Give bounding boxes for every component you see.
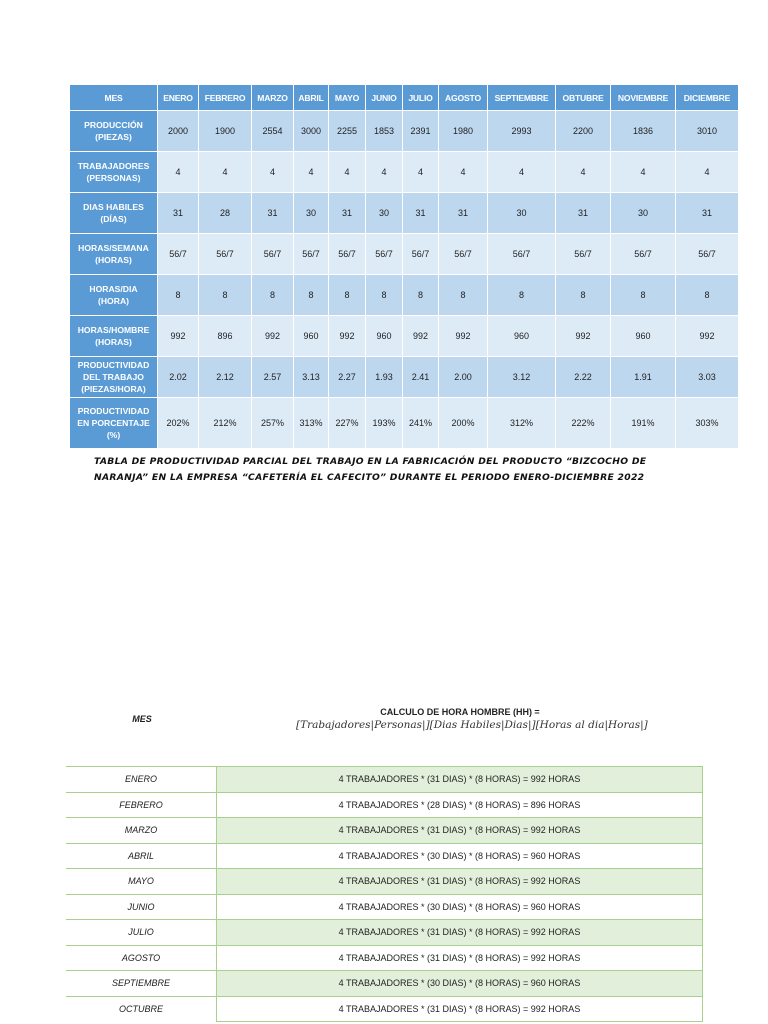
table-cell: 3.13 — [294, 357, 329, 398]
table-row — [70, 234, 739, 275]
row-label-line: HORAS/DIA — [89, 284, 138, 294]
table-cell: 212% — [199, 398, 252, 449]
table-cell: 56/7 — [403, 234, 439, 275]
table-cell: 8 — [294, 275, 329, 316]
row-label-line: (PIEZAS) — [95, 132, 132, 142]
table-cell: 193% — [366, 398, 403, 449]
table-cell: 960 — [366, 316, 403, 357]
row-label — [70, 152, 158, 193]
table-row — [66, 996, 703, 1022]
hh-calculation: 4 TRABAJADORES * (31 DIAS) * (8 HORAS) = 992 HORAS — [217, 869, 703, 895]
table-cell: 56/7 — [439, 234, 488, 275]
table-cell: 4 — [199, 152, 252, 193]
table-cell: 992 — [252, 316, 294, 357]
table-row — [70, 316, 739, 357]
table-cell: 30 — [611, 193, 676, 234]
table-cell: 1.91 — [611, 357, 676, 398]
productivity-table — [69, 84, 739, 449]
header-month: OBTUBRE — [556, 85, 611, 111]
header-month: AGOSTO — [439, 85, 488, 111]
table-cell: 992 — [158, 316, 199, 357]
hh-calculation: 4 TRABAJADORES * (31 DIAS) * (8 HORAS) = 992 HORAS — [217, 767, 703, 793]
table-cell: 896 — [199, 316, 252, 357]
header-month: NOVIEMBRE — [611, 85, 676, 111]
row-label — [70, 193, 158, 234]
row-label — [70, 316, 158, 357]
table-cell: 4 — [439, 152, 488, 193]
header-month: MARZO — [252, 85, 294, 111]
hh-calculation: 4 TRABAJADORES * (31 DIAS) * (8 HORAS) = 992 HORAS — [217, 996, 703, 1022]
hh-month: MAYO — [66, 869, 217, 895]
table-cell: 2255 — [329, 111, 366, 152]
table-cell: 222% — [556, 398, 611, 449]
table-cell: 960 — [611, 316, 676, 357]
row-label — [70, 398, 158, 449]
table-cell: 56/7 — [329, 234, 366, 275]
table-cell: 8 — [252, 275, 294, 316]
table-cell: 312% — [488, 398, 556, 449]
row-label-line: (DÍAS) — [100, 214, 127, 224]
table-cell: 2000 — [158, 111, 199, 152]
hh-calculation: 4 TRABAJADORES * (30 DIAS) * (8 HORAS) = 960 HORAS — [217, 843, 703, 869]
table-cell: 4 — [488, 152, 556, 193]
table-cell: 8 — [488, 275, 556, 316]
table-cell: 4 — [366, 152, 403, 193]
table-row — [70, 398, 739, 449]
table-cell: 4 — [158, 152, 199, 193]
table-row — [70, 357, 739, 398]
row-label-line: DEL TRABAJO — [83, 372, 144, 382]
table-cell: 2.02 — [158, 357, 199, 398]
table-row — [66, 920, 703, 946]
table-cell: 8 — [556, 275, 611, 316]
table-cell: 56/7 — [676, 234, 739, 275]
table-cell: 8 — [439, 275, 488, 316]
header-month: FEBRERO — [199, 85, 252, 111]
table-cell: 2.00 — [439, 357, 488, 398]
table-cell: 2391 — [403, 111, 439, 152]
table-cell: 56/7 — [366, 234, 403, 275]
header-month: JUNIO — [366, 85, 403, 111]
table-cell: 2993 — [488, 111, 556, 152]
table-cell: 1900 — [199, 111, 252, 152]
hh-calculation: 4 TRABAJADORES * (31 DIAS) * (8 HORAS) = 992 HORAS — [217, 945, 703, 971]
hh-title: CALCULO DE HORA HOMBRE (HH) = — [380, 707, 540, 717]
hh-month: OCTUBRE — [66, 996, 217, 1022]
hh-calculation: 4 TRABAJADORES * (28 DIAS) * (8 HORAS) = 896 HORAS — [217, 792, 703, 818]
header-month: ENERO — [158, 85, 199, 111]
table-cell: 31 — [676, 193, 739, 234]
table-row — [66, 971, 703, 997]
header-month: JULIO — [403, 85, 439, 111]
table-cell: 31 — [556, 193, 611, 234]
table-cell: 2.41 — [403, 357, 439, 398]
hh-month: AGOSTO — [66, 945, 217, 971]
row-label-line: HORAS/HOMBRE — [77, 325, 150, 335]
hh-formula: [Trabajadores|Personas|][Dias Habiles|Dias|][Horas al dia|Horas|] — [296, 719, 648, 731]
table-row — [66, 843, 703, 869]
table-cell: 227% — [329, 398, 366, 449]
table-cell: 2554 — [252, 111, 294, 152]
table-cell: 992 — [676, 316, 739, 357]
table-cell: 257% — [252, 398, 294, 449]
table-cell: 56/7 — [556, 234, 611, 275]
table-cell: 303% — [676, 398, 739, 449]
hh-month: JUNIO — [66, 894, 217, 920]
table-cell: 56/7 — [294, 234, 329, 275]
table-cell: 8 — [366, 275, 403, 316]
row-label-line: TRABAJADORES — [77, 161, 150, 171]
row-label-line: (HORAS) — [95, 255, 132, 265]
table-cell: 2.22 — [556, 357, 611, 398]
table-cell: 28 — [199, 193, 252, 234]
table-cell: 191% — [611, 398, 676, 449]
table-cell: 31 — [158, 193, 199, 234]
table-row — [66, 945, 703, 971]
man-hour-table — [66, 766, 703, 1022]
table-cell: 31 — [252, 193, 294, 234]
table-cell: 4 — [294, 152, 329, 193]
table-cell: 30 — [366, 193, 403, 234]
hh-month: ENERO — [66, 767, 217, 793]
table-cell: 2.27 — [329, 357, 366, 398]
table-cell: 4 — [556, 152, 611, 193]
row-label-line: HORAS/SEMANA — [78, 243, 149, 253]
row-label-line: (HORAS) — [95, 337, 132, 347]
table-cell: 56/7 — [252, 234, 294, 275]
hh-calculation: 4 TRABAJADORES * (31 DIAS) * (8 HORAS) = 992 HORAS — [217, 920, 703, 946]
table-cell: 2.12 — [199, 357, 252, 398]
row-label — [70, 357, 158, 398]
table-cell: 31 — [403, 193, 439, 234]
table-cell: 3010 — [676, 111, 739, 152]
table-cell: 4 — [252, 152, 294, 193]
table-row — [66, 792, 703, 818]
table-cell: 4 — [329, 152, 366, 193]
table-cell: 31 — [329, 193, 366, 234]
table-cell: 8 — [611, 275, 676, 316]
row-label-line: PRODUCTIVIDAD — [77, 406, 150, 416]
row-label-line: (PERSONAS) — [86, 173, 141, 183]
table-cell: 992 — [439, 316, 488, 357]
table-cell: 960 — [294, 316, 329, 357]
table-cell: 992 — [556, 316, 611, 357]
table-row — [66, 869, 703, 895]
table-cell: 2200 — [556, 111, 611, 152]
table-cell: 3000 — [294, 111, 329, 152]
table-cell: 1836 — [611, 111, 676, 152]
header-row — [70, 85, 739, 111]
row-label-line: DIAS HABILES — [83, 202, 144, 212]
table-cell: 31 — [439, 193, 488, 234]
caption-line: NARANJA” EN LA EMPRESA “CAFETERÍA EL CAFECITO” DURANTE EL PERIODO ENERO-DICIEMBRE 2022 — [94, 472, 645, 483]
table-cell: 30 — [294, 193, 329, 234]
table-cell: 8 — [199, 275, 252, 316]
table-cell: 4 — [611, 152, 676, 193]
hh-month: FEBRERO — [66, 792, 217, 818]
hh-mes-header: MES — [132, 714, 152, 724]
table-cell: 1853 — [366, 111, 403, 152]
table-cell: 4 — [676, 152, 739, 193]
row-label-line: PRODUCTIVIDAD — [77, 360, 150, 370]
table-cell: 3.12 — [488, 357, 556, 398]
table-caption — [94, 454, 694, 486]
table-row — [70, 193, 739, 234]
table-row — [70, 152, 739, 193]
table-cell: 4 — [403, 152, 439, 193]
table-cell: 3.03 — [676, 357, 739, 398]
table-row — [70, 275, 739, 316]
row-label-line: EN PORCENTAJE — [77, 418, 150, 428]
table-cell: 313% — [294, 398, 329, 449]
hh-month: ABRIL — [66, 843, 217, 869]
table-cell: 992 — [403, 316, 439, 357]
table-row — [66, 767, 703, 793]
header-month: MAYO — [329, 85, 366, 111]
header-month: SEPTIEMBRE — [488, 85, 556, 111]
table-cell: 56/7 — [488, 234, 556, 275]
table-cell: 56/7 — [158, 234, 199, 275]
table-cell: 8 — [329, 275, 366, 316]
hh-calculation: 4 TRABAJADORES * (31 DIAS) * (8 HORAS) = 992 HORAS — [217, 818, 703, 844]
productivity-table-body — [70, 111, 739, 449]
table-cell: 56/7 — [199, 234, 252, 275]
table-row — [70, 111, 739, 152]
row-label-line: (PIEZAS/HORA) — [81, 384, 146, 394]
table-cell: 200% — [439, 398, 488, 449]
table-row — [66, 894, 703, 920]
row-label — [70, 111, 158, 152]
caption-line: TABLA DE PRODUCTIVIDAD PARCIAL DEL TRABAJO EN LA FABRICACIÓN DEL PRODUCTO “BIZCOCHO DE — [94, 456, 647, 467]
table-cell: 960 — [488, 316, 556, 357]
row-label — [70, 275, 158, 316]
hh-calculation: 4 TRABAJADORES * (30 DIAS) * (8 HORAS) = 960 HORAS — [217, 894, 703, 920]
hh-month: MARZO — [66, 818, 217, 844]
table-cell: 1980 — [439, 111, 488, 152]
table-cell: 8 — [676, 275, 739, 316]
table-cell: 1.93 — [366, 357, 403, 398]
table-cell: 241% — [403, 398, 439, 449]
table-cell: 30 — [488, 193, 556, 234]
row-label-line: (HORA) — [97, 296, 130, 306]
table-cell: 8 — [403, 275, 439, 316]
hh-month: SEPTIEMBRE — [66, 971, 217, 997]
table-cell: 2.57 — [252, 357, 294, 398]
header-mes: MES — [70, 85, 158, 111]
hh-month: JULIO — [66, 920, 217, 946]
table-row — [66, 818, 703, 844]
table-cell: 202% — [158, 398, 199, 449]
table-cell: 56/7 — [611, 234, 676, 275]
table-cell: 8 — [158, 275, 199, 316]
man-hour-table-body — [66, 767, 703, 1022]
row-label-line: PRODUCCIÓN — [84, 120, 143, 130]
header-month: ABRIL — [294, 85, 329, 111]
row-label-line: (%) — [106, 430, 121, 440]
header-month: DICIEMBRE — [676, 85, 739, 111]
table-cell: 992 — [329, 316, 366, 357]
hh-calculation: 4 TRABAJADORES * (30 DIAS) * (8 HORAS) = 960 HORAS — [217, 971, 703, 997]
row-label — [70, 234, 158, 275]
